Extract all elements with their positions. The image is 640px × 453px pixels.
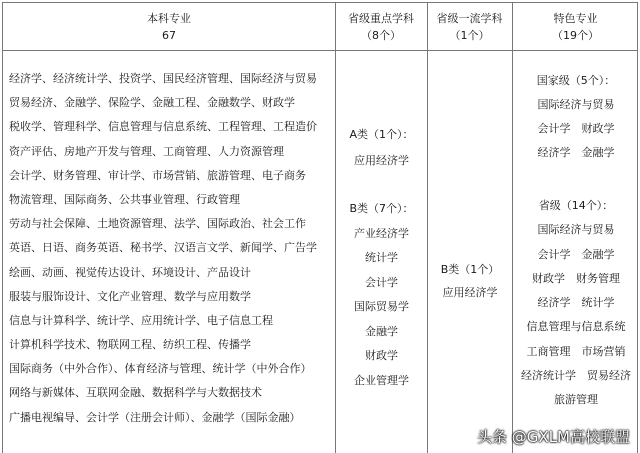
category-label: A类（1个）： [349, 128, 414, 141]
watermark: 头条 @GXLM高校联盟 [477, 428, 630, 446]
featured-item: 国际经济与贸易 [537, 223, 615, 237]
majors-line: 信息与计算科学、统计学、应用统计学、电子信息工程 [9, 313, 273, 327]
category-label: 省级（14个）： [538, 199, 614, 212]
majors-line: 劳动与社会保障、土地资源管理、法学、国际政治、社会工作 [9, 217, 306, 231]
key-disciplines-b [336, 197, 427, 393]
discipline-item: 国际贸易学 [354, 300, 409, 313]
discipline-item: 产业经济学 [354, 226, 409, 240]
featured-item: 信息管理与信息系统 [526, 320, 626, 334]
header-count: 67 [162, 28, 176, 42]
header-title: 本科专业 [147, 11, 191, 25]
majors-line: 国际商务（中外合作）、体育经济与管理、统计学（中外合作） [9, 362, 312, 376]
featured-item: 财政学 财务管理 [532, 271, 620, 285]
key-disciplines-a [336, 121, 427, 173]
majors-line: 计算机科学技术、物联网工程、纺织工程、传播学 [9, 338, 251, 352]
category-label: 国家级（5个）： [536, 74, 616, 87]
majors-line: 贸易经济、金融学、保险学、金融工程、金融数学、财政学 [9, 96, 295, 110]
header-count: （19个） [552, 28, 599, 42]
featured-item: 会计学 财政学 [537, 122, 615, 135]
majors-line: 绘画、动画、视觉传达设计、环境设计、产品设计 [9, 265, 251, 279]
featured-provincial [513, 194, 639, 413]
majors-table [2, 2, 638, 453]
featured-item: 会计学 金融学 [537, 247, 615, 261]
header-divider [3, 50, 637, 51]
featured-item: 旅游管理 [554, 393, 598, 407]
column-divider [427, 3, 428, 453]
header-undergraduate [3, 3, 335, 50]
featured-item: 经济学 金融学 [537, 146, 615, 159]
featured-item: 经济学 统计学 [537, 296, 615, 310]
category-label: B类（7个）： [349, 202, 414, 215]
discipline-item: 企业管理学 [354, 373, 409, 387]
header-count: （8个） [361, 28, 401, 42]
featured-national [513, 69, 639, 165]
majors-line: 税收学、管理科学、信息管理与信息系统、工程管理、工程造价 [9, 120, 317, 134]
featured-item: 国际经济与贸易 [537, 98, 615, 111]
featured-item: 工商管理 市场营销 [526, 344, 626, 358]
category-label: B类（1个） [440, 263, 500, 276]
majors-line: 物流管理、国际商务、公共事业管理、行政管理 [9, 192, 240, 206]
majors-line: 资产评估、房地产开发与管理、工商管理、人力资源管理 [9, 144, 284, 158]
majors-line: 网络与新媒体、互联网金融、数据科学与大数据技术 [9, 386, 262, 400]
discipline-item: 财政学 [365, 349, 398, 362]
first-class-discipline [428, 258, 512, 304]
majors-line: 经济学、经济统计学、投资学、国民经济管理、国际经济与贸易 [9, 72, 317, 85]
header-title: 特色专业 [553, 11, 598, 25]
discipline-item: 应用经济学 [354, 154, 409, 167]
majors-line: 会计学、财务管理、审计学、市场营销、旅游管理、电子商务 [9, 168, 306, 182]
header-title: 省级一流学科 [436, 11, 503, 25]
discipline-item: 统计学 [365, 251, 398, 264]
header-title: 省级重点学科 [348, 11, 414, 25]
header-featured [512, 3, 639, 50]
header-key-disciplines [335, 3, 427, 50]
majors-line: 服装与服饰设计、文化产业管理、数学与应用数学 [9, 289, 251, 303]
discipline-item: 金融学 [365, 324, 398, 338]
majors-list [9, 67, 317, 430]
majors-line: 广播电视编导、会计学（注册会计师）、金融学（国际金融） [9, 410, 301, 424]
header-count: （1个） [449, 28, 490, 42]
discipline-item: 应用经济学 [442, 286, 498, 299]
featured-item: 经济统计学 贸易经济 [521, 369, 631, 383]
majors-line: 英语、日语、商务英语、秘书学、汉语言文学、新闻学、广告学 [9, 241, 317, 255]
discipline-item: 会计学 [365, 275, 398, 289]
header-first-class [427, 3, 512, 50]
